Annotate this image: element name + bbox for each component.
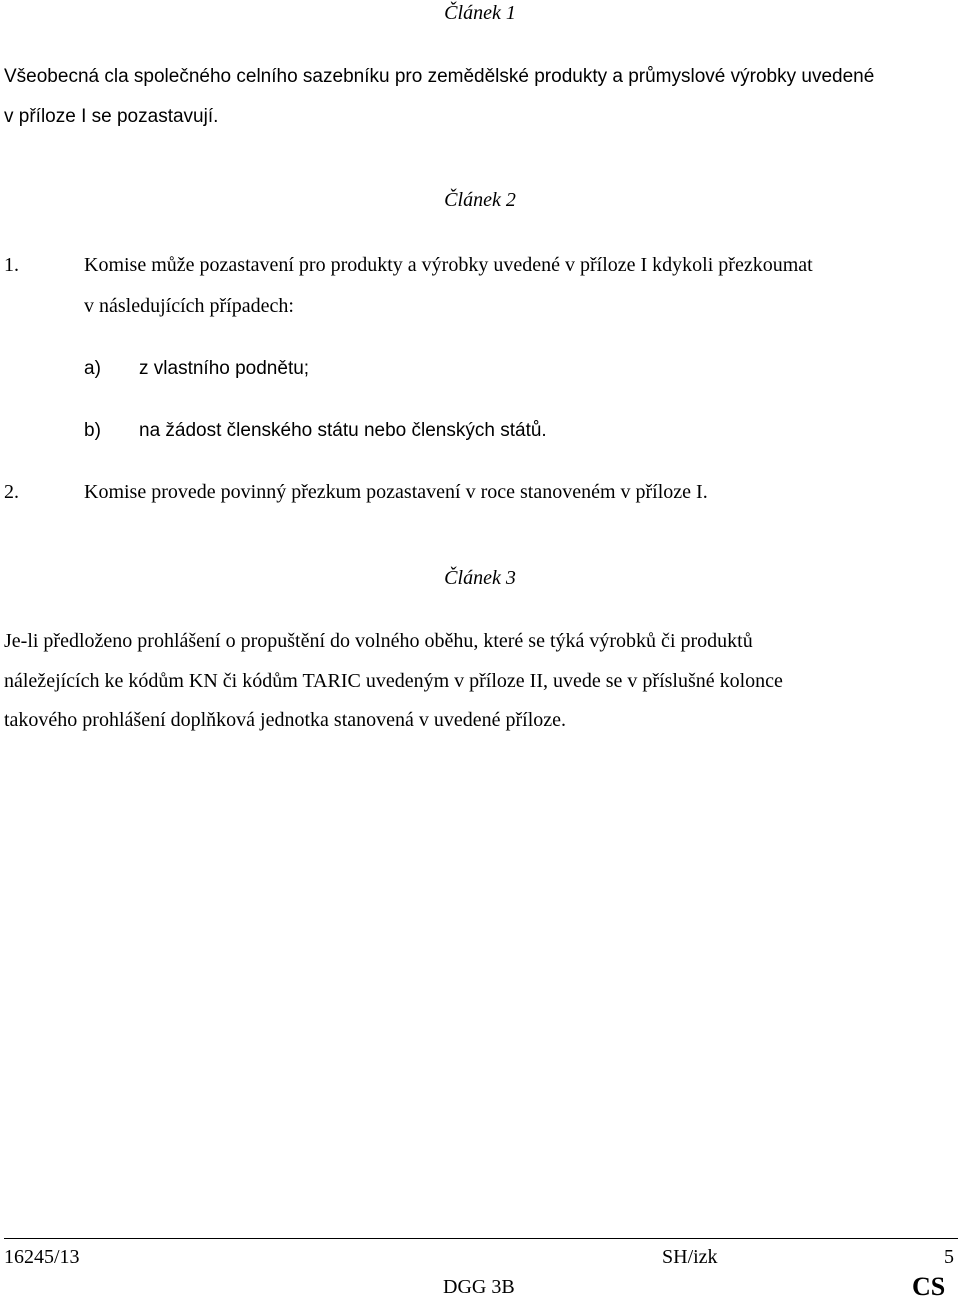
article-1-line-2: v příloze I se pozastavují. <box>4 106 219 127</box>
article-2-item-a-text: z vlastního podnětu; <box>139 358 310 379</box>
footer-language-code: CS <box>912 1272 946 1301</box>
article-1-line-1: Všeobecná cla společného celního sazebníku pro zemědělské produkty a průmyslové výrobky uvedené <box>4 66 875 87</box>
footer-directorate: DGG 3B <box>443 1276 515 1298</box>
article-2-para-2-number: 2. <box>4 481 19 503</box>
article-2-para-1-number: 1. <box>4 254 19 276</box>
footer-doc-number: 16245/13 <box>4 1246 80 1268</box>
article-3-line-3: takového prohlášení doplňková jednotka stanovená v uvedené příloze. <box>4 709 567 731</box>
article-1-heading: Článek 1 <box>444 2 516 24</box>
article-2-item-b-marker: b) <box>84 420 101 441</box>
footer-page-number: 5 <box>944 1246 954 1268</box>
article-3-heading: Článek 3 <box>444 567 516 589</box>
article-3-line-1: Je-li předloženo prohlášení o propuštění do volného oběhu, které se týká výrobků či produktů <box>4 630 753 652</box>
footer-divider <box>4 1238 958 1239</box>
article-2-para-2-text: Komise provede povinný přezkum pozastavení v roce stanoveném v příloze I. <box>84 481 708 503</box>
article-2-item-a-marker: a) <box>84 358 101 379</box>
article-2-item-b-text: na žádost členského státu nebo členských států. <box>139 420 547 441</box>
article-2-heading: Článek 2 <box>444 189 516 211</box>
article-2-para-1-line-2: v následujících případech: <box>84 295 294 317</box>
article-2-para-1-line-1: Komise může pozastavení pro produkty a výrobky uvedené v příloze I kdykoli přezkoumat <box>84 254 813 276</box>
footer-initials: SH/izk <box>662 1246 718 1268</box>
article-3-line-2: náležejících ke kódům KN či kódům TARIC uvedeným v příloze II, uvede se v příslušné kolonce <box>4 670 783 692</box>
